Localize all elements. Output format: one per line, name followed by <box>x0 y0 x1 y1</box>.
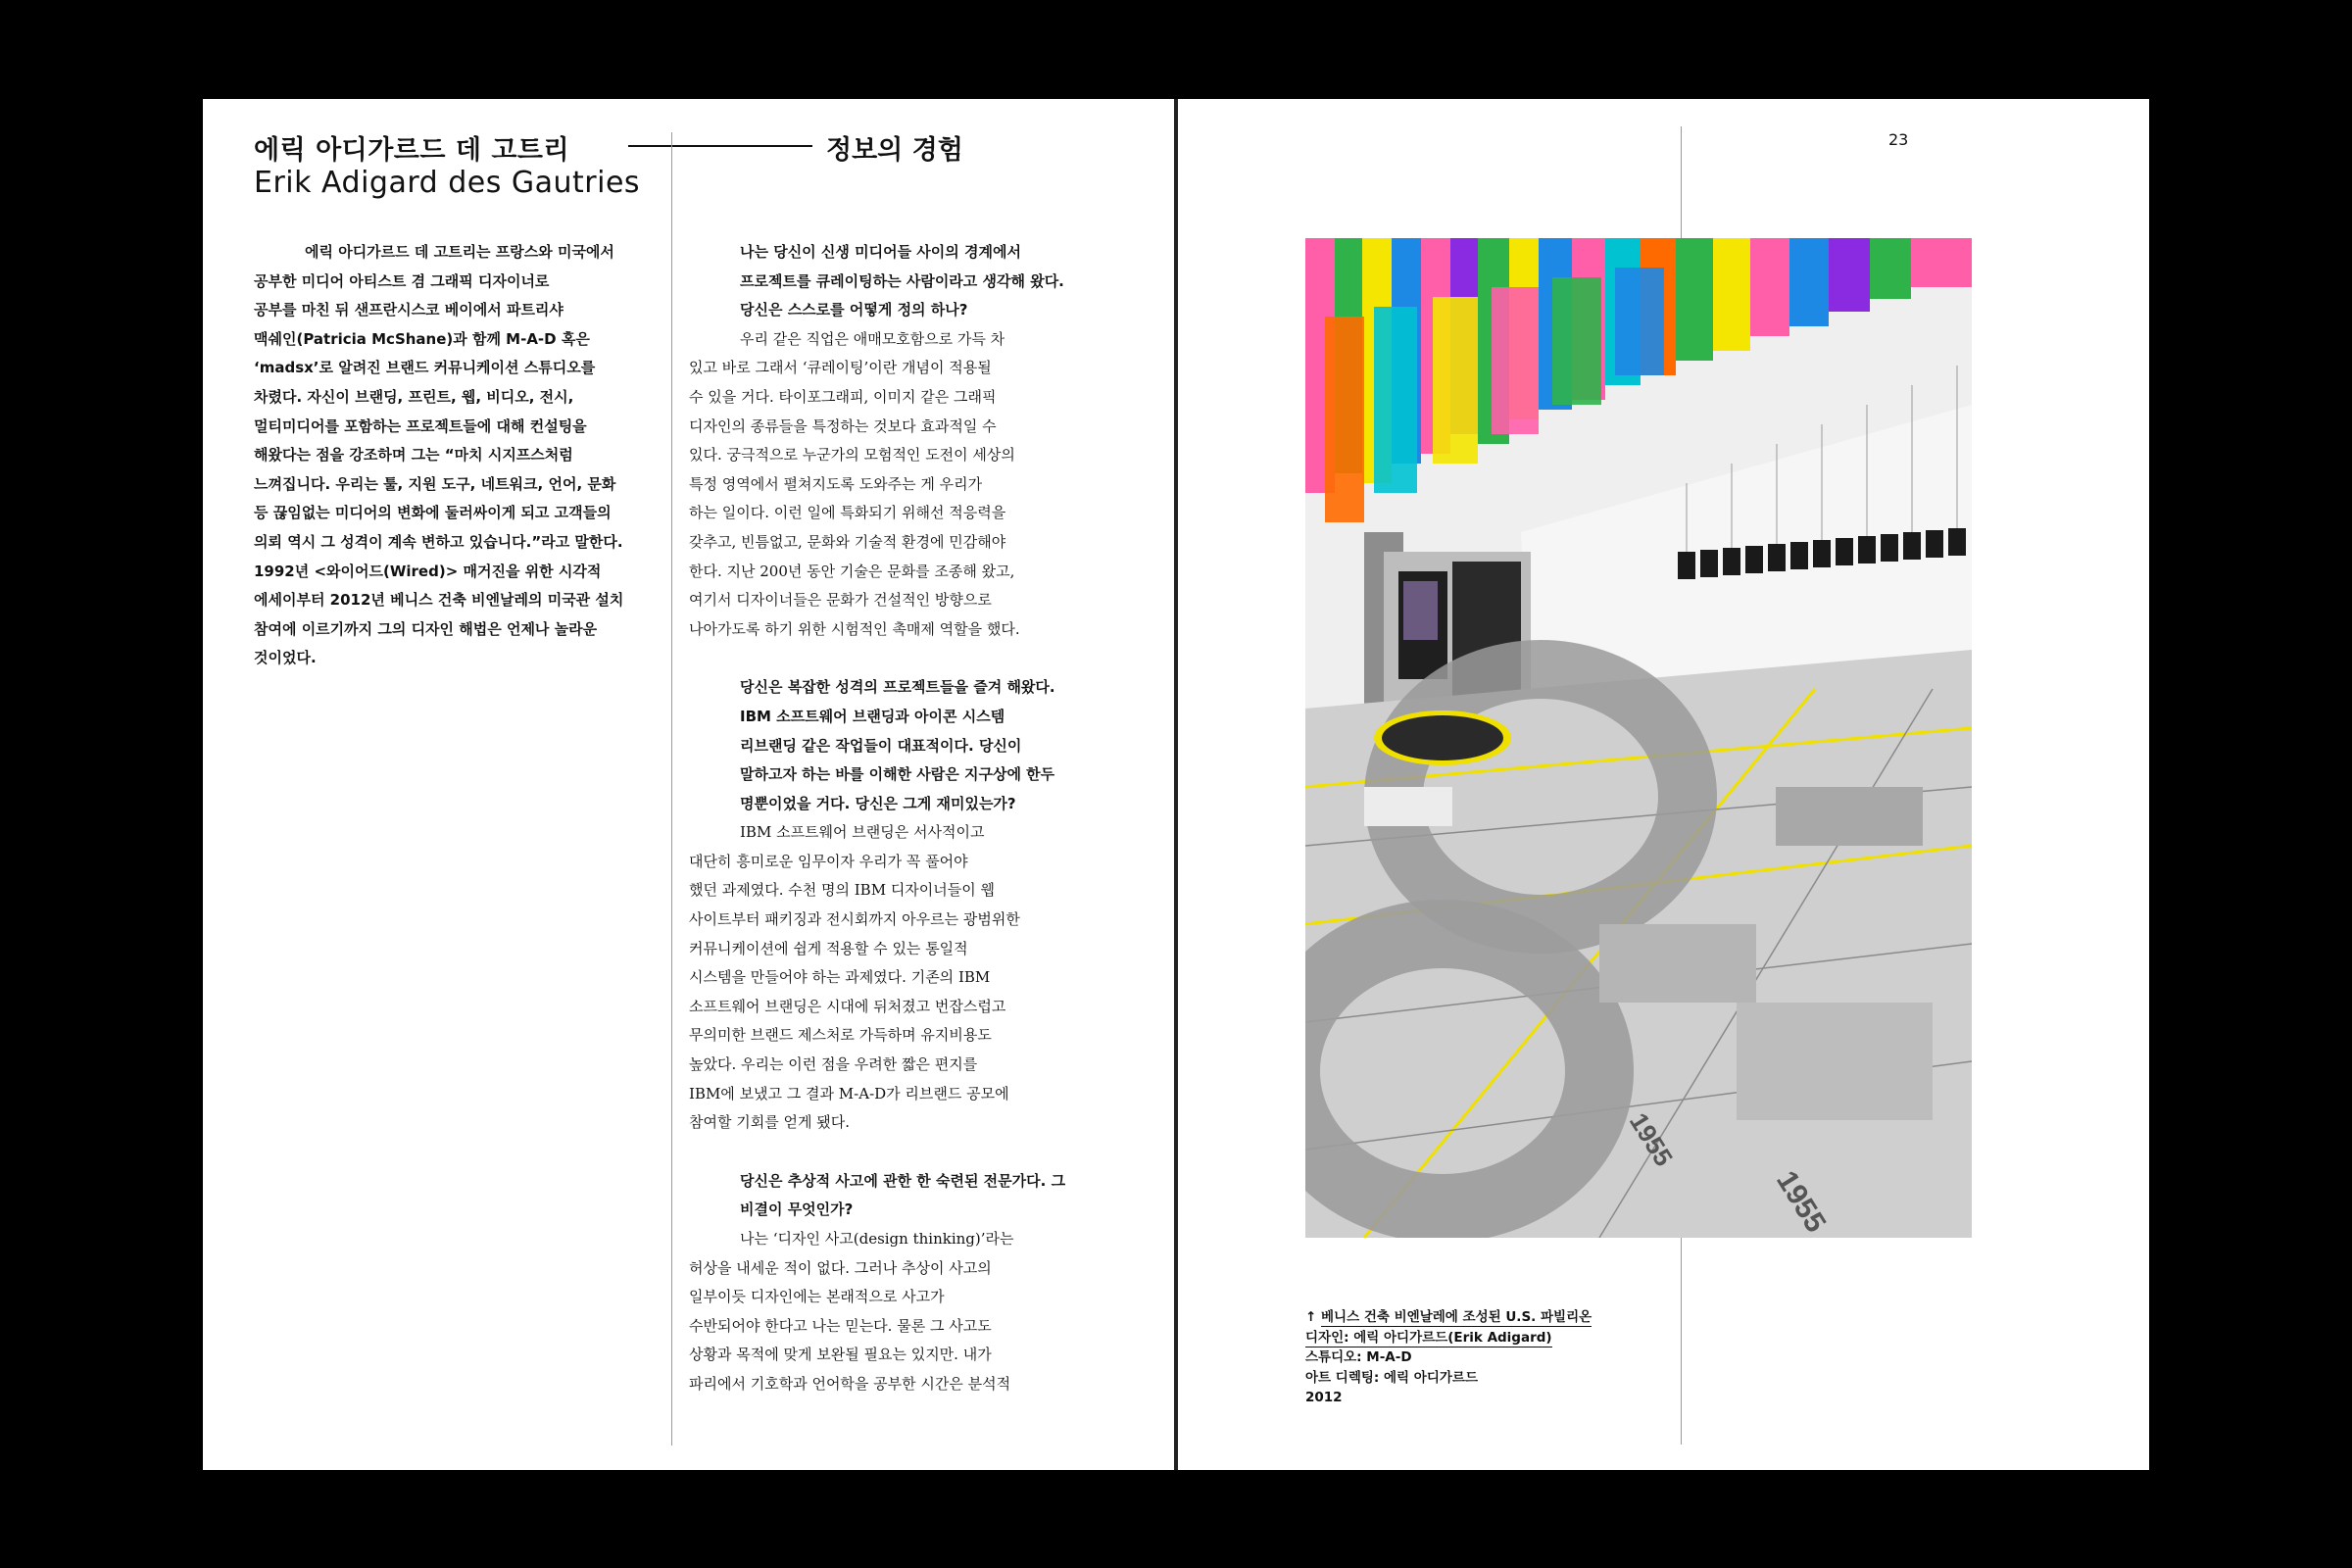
intro-line: ‘madsx’로 알려진 브랜드 커뮤니케이션 스튜디오를 <box>254 359 596 377</box>
caption-line-2: 디자인: 에릭 아디가르드(Erik Adigard) <box>1305 1329 1552 1346</box>
answer-line: 참여할 기회를 얻게 됐다. <box>689 1113 850 1132</box>
answer-line: 우리 같은 직업은 애매모호함으로 가득 차 <box>740 329 1005 348</box>
intro-line: 멀티미디어를 포함하는 프로젝트들에 대해 컨설팅을 <box>254 416 587 435</box>
title-rule <box>628 145 812 147</box>
intro-line: 참여에 이르기까지 그의 디자인 해법은 언제나 놀라운 <box>254 619 598 638</box>
answer-line: 소프트웨어 브랜딩은 시대에 뒤처졌고 번잡스럽고 <box>689 997 1006 1015</box>
answer-line: 허상을 내세운 적이 없다. 그러나 추상이 사고의 <box>689 1258 992 1277</box>
answer-line: 사이트부터 패키징과 전시회까지 아우르는 광범위한 <box>689 910 1020 929</box>
answer-line: IBM에 보냈고 그 결과 M-A-D가 리브랜드 공모에 <box>689 1084 1009 1102</box>
floor-year-text: 1955 <box>1623 1107 1680 1172</box>
intro-line: 느껴집니다. 우리는 툴, 지원 도구, 네트워크, 언어, 문화 <box>254 474 616 493</box>
intro-line: 에릭 아디가르드 데 고트리는 프랑스와 미국에서 <box>305 243 614 261</box>
question-line: 프로젝트를 큐레이팅하는 사람이라고 생각해 왔다. <box>740 271 1064 290</box>
intro-column <box>254 238 646 673</box>
answer-line: 상황과 목적에 맞게 보완될 필요는 있지만. 내가 <box>689 1346 992 1364</box>
intro-line: 의뢰 역시 그 성격이 계속 변하고 있습니다.”라고 말한다. <box>254 532 623 551</box>
caption-line-3: 스튜디오: M-A-D <box>1305 1349 1412 1365</box>
answer-line: 파리에서 기호학과 언어학을 공부한 시간은 분석적 <box>689 1374 1011 1393</box>
interview-column <box>689 238 1112 1399</box>
question-line: 나는 당신이 신생 미디어들 사이의 경계에서 <box>740 243 1021 261</box>
answer-line: 특정 영역에서 펼쳐지도록 도와주는 게 우리가 <box>689 474 983 493</box>
pavilion-illustration <box>1305 238 1972 1238</box>
left-page <box>203 99 1174 1470</box>
answer-line: 한다. 지난 200년 동안 기술은 문화를 조종해 왔고, <box>689 562 1015 580</box>
section-title: 정보의 경험 <box>826 135 963 166</box>
intro-line: 맥쉐인(Patricia McShane)과 함께 M-A-D 혹은 <box>254 329 590 348</box>
answer-line: 대단히 흥미로운 임무이자 우리가 꼭 풀어야 <box>689 852 968 870</box>
title-english: Erik Adigard des Gautries <box>254 166 641 200</box>
answer-line: 수 있을 거다. 타이포그래피, 이미지 같은 그래픽 <box>689 387 997 406</box>
question-line: 명뿐이었을 거다. 당신은 그게 재미있는가? <box>740 794 1016 812</box>
answer-line: 있고 바로 그래서 ‘큐레이팅’이란 개념이 적용될 <box>689 359 992 377</box>
caption-line-4: 아트 디렉팅: 에릭 아디가르드 <box>1305 1369 1478 1386</box>
question-line: 말하고자 하는 바를 이해한 사람은 지구상에 한두 <box>740 765 1055 784</box>
intro-line: 공부한 미디어 아티스트 겸 그래픽 디자이너로 <box>254 271 550 290</box>
answer-line: 무의미한 브랜드 제스처로 가득하며 유지비용도 <box>689 1026 992 1045</box>
intro-line: 해왔다는 점을 강조하며 그는 “마치 시지프스처럼 <box>254 446 573 465</box>
question-line: 당신은 복잡한 성격의 프로젝트들을 즐겨 해왔다. <box>740 678 1055 697</box>
right-page <box>1178 99 2149 1470</box>
exhibition-photo <box>1305 238 1972 1238</box>
answer-line: IBM 소프트웨어 브랜딩은 서사적이고 <box>740 823 985 842</box>
answer-line: 나아가도록 하기 위한 시험적인 촉매제 역할을 했다. <box>689 619 1020 638</box>
intro-line: 공부를 마친 뒤 샌프란시스코 베이에서 파트리샤 <box>254 301 564 319</box>
answer-line: 높았다. 우리는 이런 점을 우려한 짧은 편지를 <box>689 1055 978 1074</box>
question-line: 당신은 추상적 사고에 관한 한 숙련된 전문가다. 그 <box>740 1171 1066 1190</box>
intro-line: 것이었다. <box>254 649 317 667</box>
intro-line: 1992년 <와이어드(Wired)> 매거진을 위한 시각적 <box>254 562 602 580</box>
caption-line-1: 베니스 건축 비엔날레에 조성된 U.S. 파빌리온 <box>1321 1309 1592 1325</box>
answer-line: 커뮤니케이션에 쉽게 적용할 수 있는 통일적 <box>689 939 968 957</box>
answer-line: 수반되어야 한다고 나는 믿는다. 물론 그 사고도 <box>689 1316 992 1335</box>
up-arrow-icon: ↑ <box>1305 1309 1317 1325</box>
answer-line: 디자인의 종류들을 특정하는 것보다 효과적일 수 <box>689 416 997 435</box>
floor-year-text: 1955 <box>1770 1165 1833 1238</box>
answer-line: 시스템을 만들어야 하는 과제였다. 기존의 IBM <box>689 968 991 987</box>
answer-line: 하는 일이다. 이런 일에 특화되기 위해선 적응력을 <box>689 504 1006 522</box>
intro-line: 에세이부터 2012년 베니스 건축 비엔날레의 미국관 설치 <box>254 591 624 610</box>
answer-line: 했던 과제였다. 수천 명의 IBM 디자이너들이 웹 <box>689 881 996 900</box>
caption-title-line <box>1305 1307 1592 1328</box>
question-line: 리브랜딩 같은 작업들이 대표적이다. 당신이 <box>740 736 1022 755</box>
answer-line: 나는 ‘디자인 사고(design thinking)’라는 <box>740 1230 1014 1248</box>
question-line: 비결이 무엇인가? <box>740 1200 854 1219</box>
question-line: IBM 소프트웨어 브랜딩과 아이콘 시스템 <box>740 707 1005 725</box>
photo-caption <box>1305 1307 1592 1408</box>
answer-line: 일부이듯 디자인에는 본래적으로 사고가 <box>689 1288 945 1306</box>
page-number: 23 <box>1888 130 1909 149</box>
intro-line: 등 끊임없는 미디어의 변화에 둘러싸이게 되고 고객들의 <box>254 504 612 522</box>
answer-line: 있다. 궁극적으로 누군가의 모험적인 도전이 세상의 <box>689 446 1015 465</box>
question-line: 당신은 스스로를 어떻게 정의 하나? <box>740 301 968 319</box>
column-guide-line <box>671 132 672 1446</box>
answer-line: 여기서 디자이너들은 문화가 건설적인 방향으로 <box>689 591 992 610</box>
title-korean: 에릭 아디가르드 데 고트리 <box>254 135 570 166</box>
answer-line: 갖추고, 빈틈없고, 문화와 기술적 환경에 민감해야 <box>689 532 1006 551</box>
intro-line: 차렸다. 자신이 브랜딩, 프린트, 웹, 비디오, 전시, <box>254 387 574 406</box>
caption-line-5: 2012 <box>1305 1390 1343 1405</box>
